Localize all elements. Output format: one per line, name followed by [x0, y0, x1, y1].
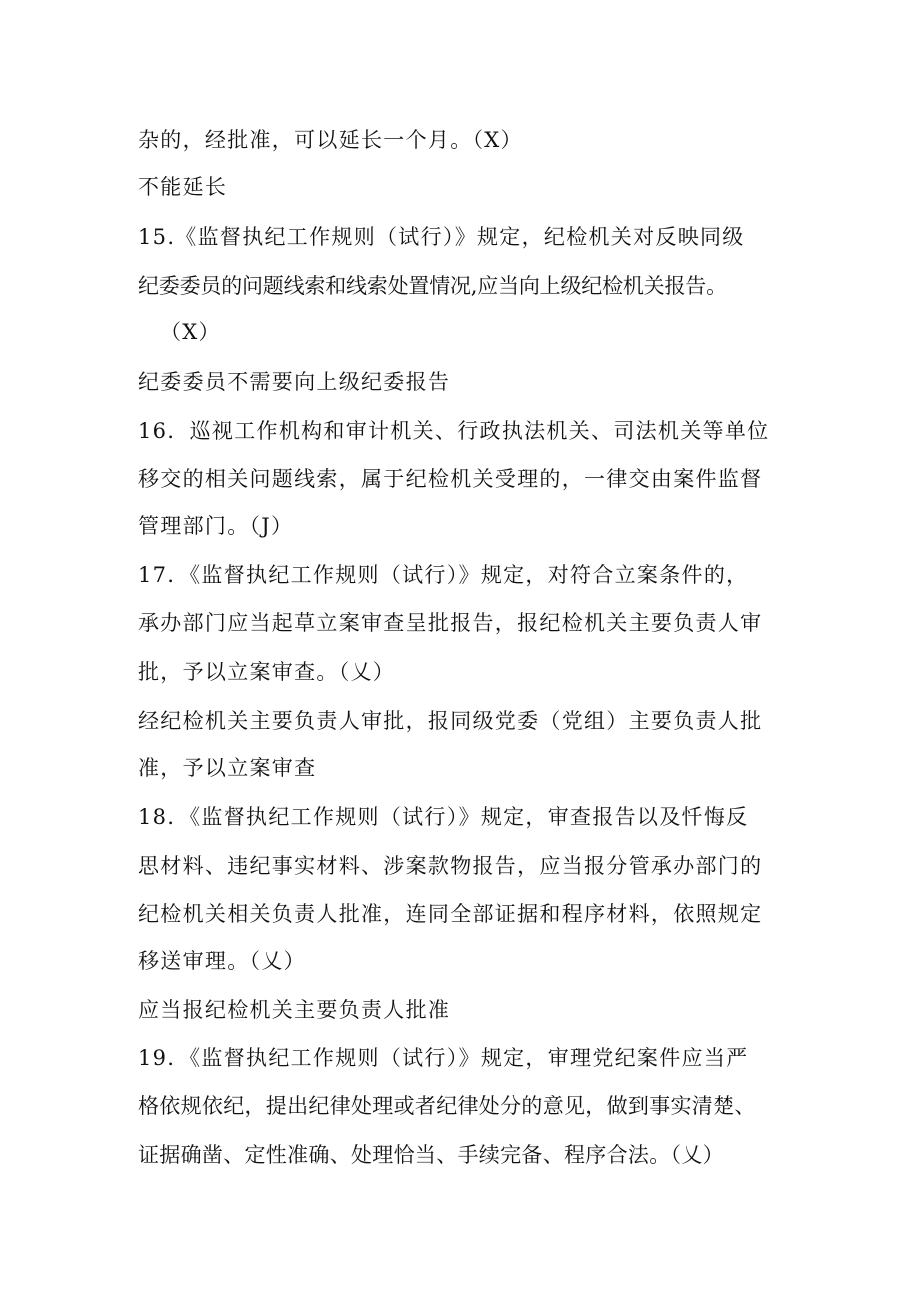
question-18-line-3: 纪检机关相关负责人批准，连同全部证据和程序材料，依照规定 — [138, 902, 763, 926]
answer-note: 准，予以立案审查 — [138, 756, 317, 780]
question-19-line-2: 格依规依纪，提出纪律处理或者纪律处分的意见，做到事实清楚、 — [138, 1094, 756, 1118]
answer-note: 经纪检机关主要负责人审批，报同级党委（党组）主要负责人批 — [138, 709, 763, 733]
answer-note: 不能延长 — [138, 175, 228, 199]
question-17-line-2: 承办部门应当起草立案审查呈批报告，报纪检机关主要负责人审 — [138, 611, 763, 635]
question-15-line-1: 15.《监督执纪工作规则（试行）》规定，纪检机关对反映同级 — [138, 225, 745, 249]
question-18-line-2: 思材料、违纪事实材料、涉案款物报告，应当报分管承办部门的 — [138, 854, 763, 878]
question-16-line-2: 移交的相关问题线索，属于纪检机关受理的，一律交由案件监督 — [138, 467, 763, 491]
question-18-line-4: 移送审理。（乂） — [138, 949, 306, 973]
answer-note: 应当报纪检机关主要负责人批准 — [138, 998, 451, 1022]
text-line: 杂的，经批准，可以延长一个月。（X） — [138, 128, 523, 152]
question-16-line-3: 管理部门。（J） — [138, 514, 294, 538]
answer-note: 纪委委员不需要向上级纪委报告 — [138, 370, 451, 394]
question-17-line-3: 批，予以立案审查。（乂） — [138, 660, 396, 684]
question-15-line-2: 纪委委员的问题线索和线索处置情况,应当向上级纪检机关报告。 — [138, 274, 727, 298]
question-15-answer: （X） — [160, 320, 221, 344]
question-18-line-1: 18．《监督执纪工作规则（试行）》规定，审查报告以及忏悔反 — [138, 805, 749, 829]
question-16-line-1: 16．巡视工作机构和审计机关、行政执法机关、司法机关等单位 — [138, 419, 770, 443]
question-19-line-3: 证据确凿、定性准确、处理恰当、手续完备、程序合法。（乂） — [138, 1143, 724, 1167]
question-19-line-1: 19．《监督执纪工作规则（试行）》规定，审理党纪案件应当严 — [138, 1046, 749, 1070]
question-17-line-1: 17．《监督执纪工作规则（试行）》规定，对符合立案条件的， — [138, 563, 749, 587]
